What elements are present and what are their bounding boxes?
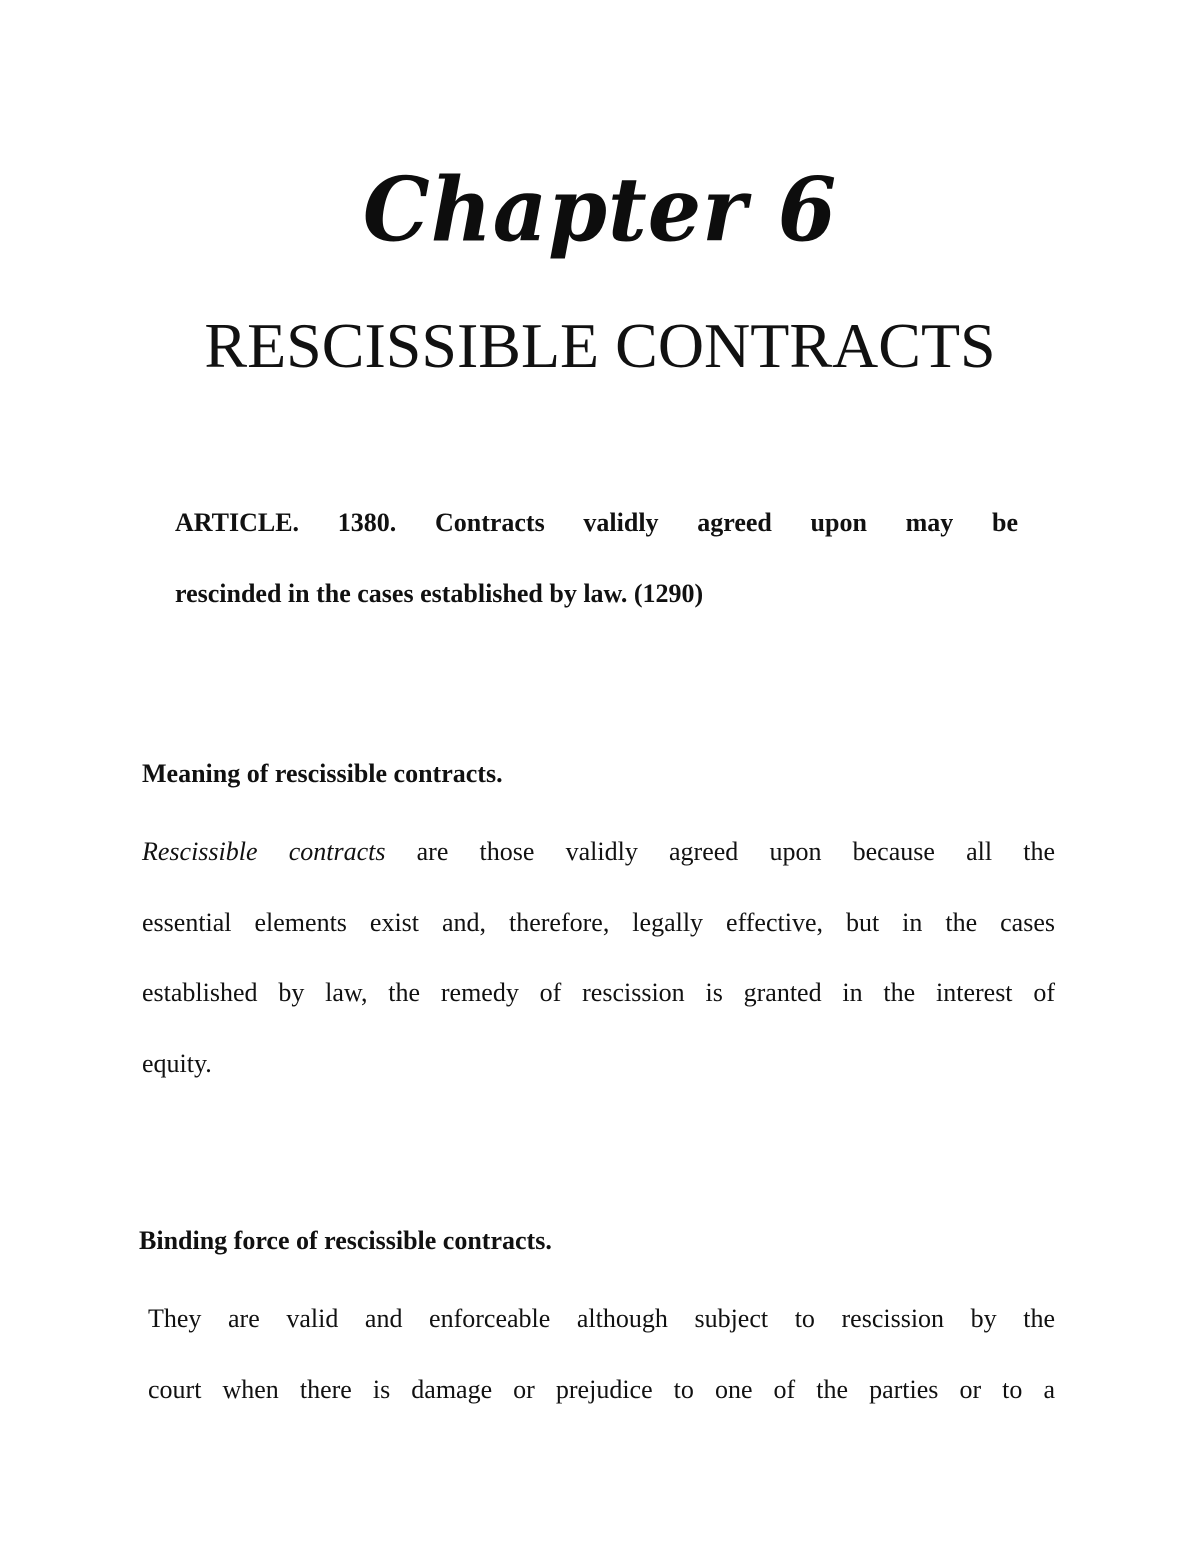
paragraph-text: are those validly agreed upon because all the <box>385 837 1055 866</box>
section-heading-binding-force: Binding force of rescissible contracts. <box>139 1226 552 1255</box>
section-paragraph-binding-force <box>142 1284 1055 1425</box>
paragraph-line: equity. <box>142 1048 212 1078</box>
paragraph-line: court when there is damage or prejudice to one of the parties or to a <box>148 1374 1055 1404</box>
chapter-title: Chapter 6 <box>362 157 838 262</box>
emphasis-term: Rescissible contracts <box>142 837 386 866</box>
section-paragraph-meaning <box>142 817 1055 1099</box>
paragraph-line <box>142 817 1055 888</box>
article-line: ARTICLE. 1380. Contracts validly agreed upon may be <box>175 508 1018 537</box>
paragraph-line: established by law, the remedy of rescission is granted in the interest of <box>142 978 1055 1007</box>
paragraph-line: essential elements exist and, therefore, legally effective, but in the cases <box>142 907 1055 937</box>
paragraph-line: They are valid and enforceable although subject to rescission by the <box>148 1304 1055 1333</box>
article-1380 <box>175 487 1018 629</box>
section-heading-meaning: Meaning of rescissible contracts. <box>142 759 503 788</box>
article-line: rescinded in the cases established by law. (1290) <box>175 579 704 608</box>
chapter-subtitle: RESCISSIBLE CONTRACTS <box>204 310 996 381</box>
